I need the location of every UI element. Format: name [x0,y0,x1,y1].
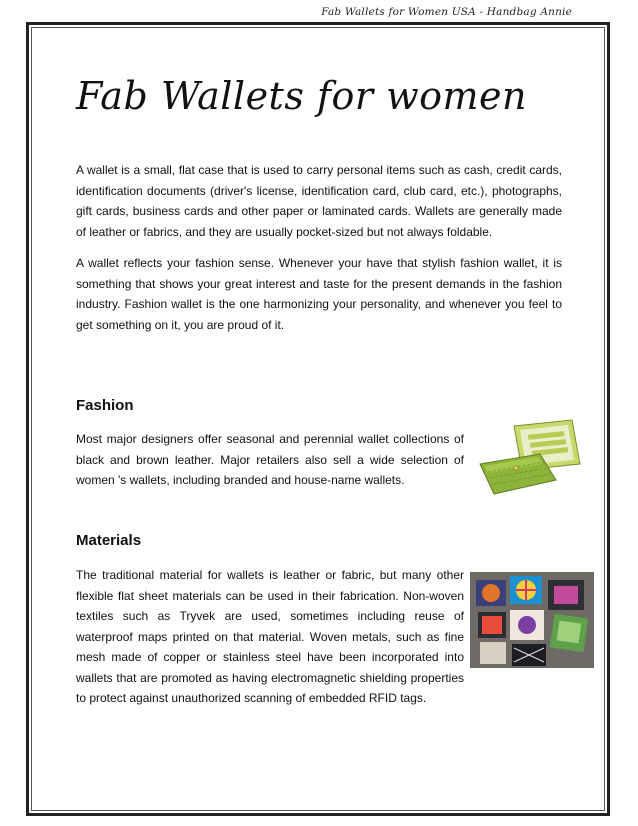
green-wallet-photo [476,418,586,500]
intro-paragraph-2: A wallet reflects your fashion sense. Whenever your have that stylish fashion wallet, it is something that shows your great interest and taste for the present demands in the fashion industry. Fashion wallet is the one harmonizing your personality, and whenever you feel to get something on it, you are proud of it. [76,256,562,332]
running-header: Fab Wallets for Women USA - Handbag Annie [321,6,572,18]
fabric-wallets-photo [470,572,594,668]
section-body-materials: The traditional material for wallets is leather or fabric, but many other flexible flat sheet materials can be used in their fabrication. Non-woven textiles such as Tryvek are used, sometimes including reuse of waterproof maps printed on that material. Woven metals, such as fine mesh made of copper or stainless steel have been incorporated into wallets that are promoted as having electromagnetic shielding properties to protect against unauthorized scanning of embedded RFID tags. [76,568,464,705]
section-body-fashion: Most major designers offer seasonal and perennial wallet collections of black and brown leather. Major retailers also sell a wide selection of women 's wallets, including branded and house-name wallets. [76,432,464,487]
section-heading-fashion: Fashion [76,397,134,414]
page-title: Fab Wallets for women [76,74,527,118]
intro-paragraph-1: A wallet is a small, flat case that is used to carry personal items such as cash, credit cards, identification documents (driver's license, identification card, club card, etc.), photographs, gift cards, business cards and other paper or laminated cards. Wallets are generally made of leather or fabrics, and they are usually pocket-sized but not always foldable. [76,163,562,239]
section-heading-materials: Materials [76,532,142,549]
